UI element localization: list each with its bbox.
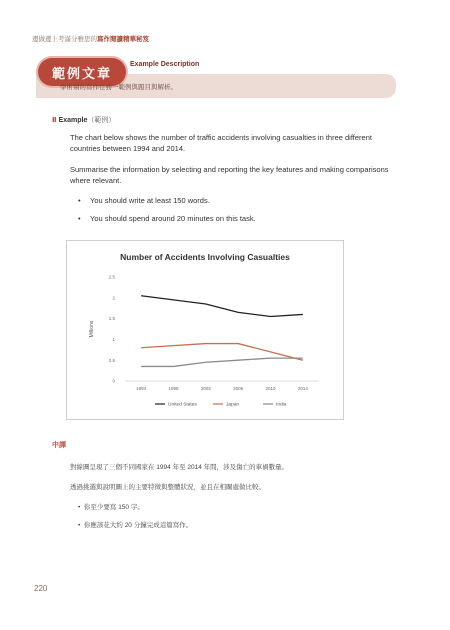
task-paragraph-2: Summarise the information by selecting and reporting the key features and making comparisons where relevant. (70, 165, 389, 185)
series-line-0 (141, 296, 303, 317)
translation-paragraph-1: 對線圖呈現了三個不同國家在 1994 年至 2014 年間，涉及傷亡的車禍數量。 (70, 464, 289, 471)
bullet-dot: • (78, 504, 84, 511)
translation-bullet-1-text: 你至少要寫 150 字。 (83, 504, 144, 511)
task-bullet-2 (78, 214, 256, 223)
example-label: Example (58, 117, 88, 124)
series-line-2 (141, 358, 303, 366)
example-label-cn: （範例） (87, 117, 116, 124)
task-bullet-1-text: You should write at least 150 words. (90, 196, 210, 205)
chart-container (66, 240, 344, 420)
y-axis-label: Millions (89, 320, 95, 338)
x-tick-label: 2002 (200, 386, 211, 391)
section-badge: 範例文章 (38, 58, 126, 86)
x-tick-label: 2010 (265, 386, 276, 391)
translation-bullet-2-text: 你應該花大約 20 分鐘完成這篇寫作。 (83, 522, 193, 529)
x-tick-label: 1994 (136, 386, 147, 391)
translation-bullet-2 (78, 520, 192, 529)
translation-heading: 中譯 (52, 442, 66, 449)
legend-label: India (276, 402, 287, 408)
chart-legend (155, 402, 287, 408)
example-heading (52, 115, 115, 125)
bullet-dot: • (78, 522, 84, 529)
y-tick-label: 1 (112, 337, 115, 342)
section-instruction: 學術類的寫作任務一範例與題目與解析。 (60, 84, 177, 91)
y-tick-label: 2.5 (108, 274, 115, 280)
y-tick-label: 1.5 (108, 316, 115, 322)
legend-label: United States (168, 402, 197, 408)
bullet-dot: • (78, 196, 81, 205)
page-number: 220 (34, 584, 48, 593)
example-mark: Ⅱ (52, 117, 57, 124)
task-paragraph-1: The chart below shows the number of traffic accidents involving casualties in three different countries between 1994 and 2014. (70, 133, 372, 153)
legend-label: Japan (226, 402, 240, 408)
y-tick-label: 0.5 (108, 357, 115, 363)
bullet-dot: • (78, 214, 81, 223)
y-tick-label: 2 (112, 295, 115, 301)
running-header (32, 34, 149, 43)
x-tick-label: 2006 (233, 386, 244, 391)
task-bullet-2-text: You should spend around 20 minutes on this task. (90, 214, 256, 223)
translation-paragraph-2: 透過挑選與說明圖上的主要特徵與整體狀況，並且在相關處做比較。 (70, 484, 265, 491)
plot-area (109, 275, 319, 391)
line-chart (67, 241, 343, 419)
y-tick-label: 0 (112, 378, 115, 384)
section-badge-english: Example Description (130, 61, 200, 68)
x-tick-label: 1998 (168, 386, 179, 391)
task-bullet-1 (78, 196, 210, 205)
x-tick-label: 2014 (297, 386, 308, 391)
running-title-highlight: 寫作閱讀精華秘笈 (97, 36, 149, 43)
running-title: 邊做邊上考滿分雅思的 (32, 36, 97, 43)
translation-bullet-1 (78, 502, 144, 511)
chart-title: Number of Accidents Involving Casualties (120, 252, 290, 262)
